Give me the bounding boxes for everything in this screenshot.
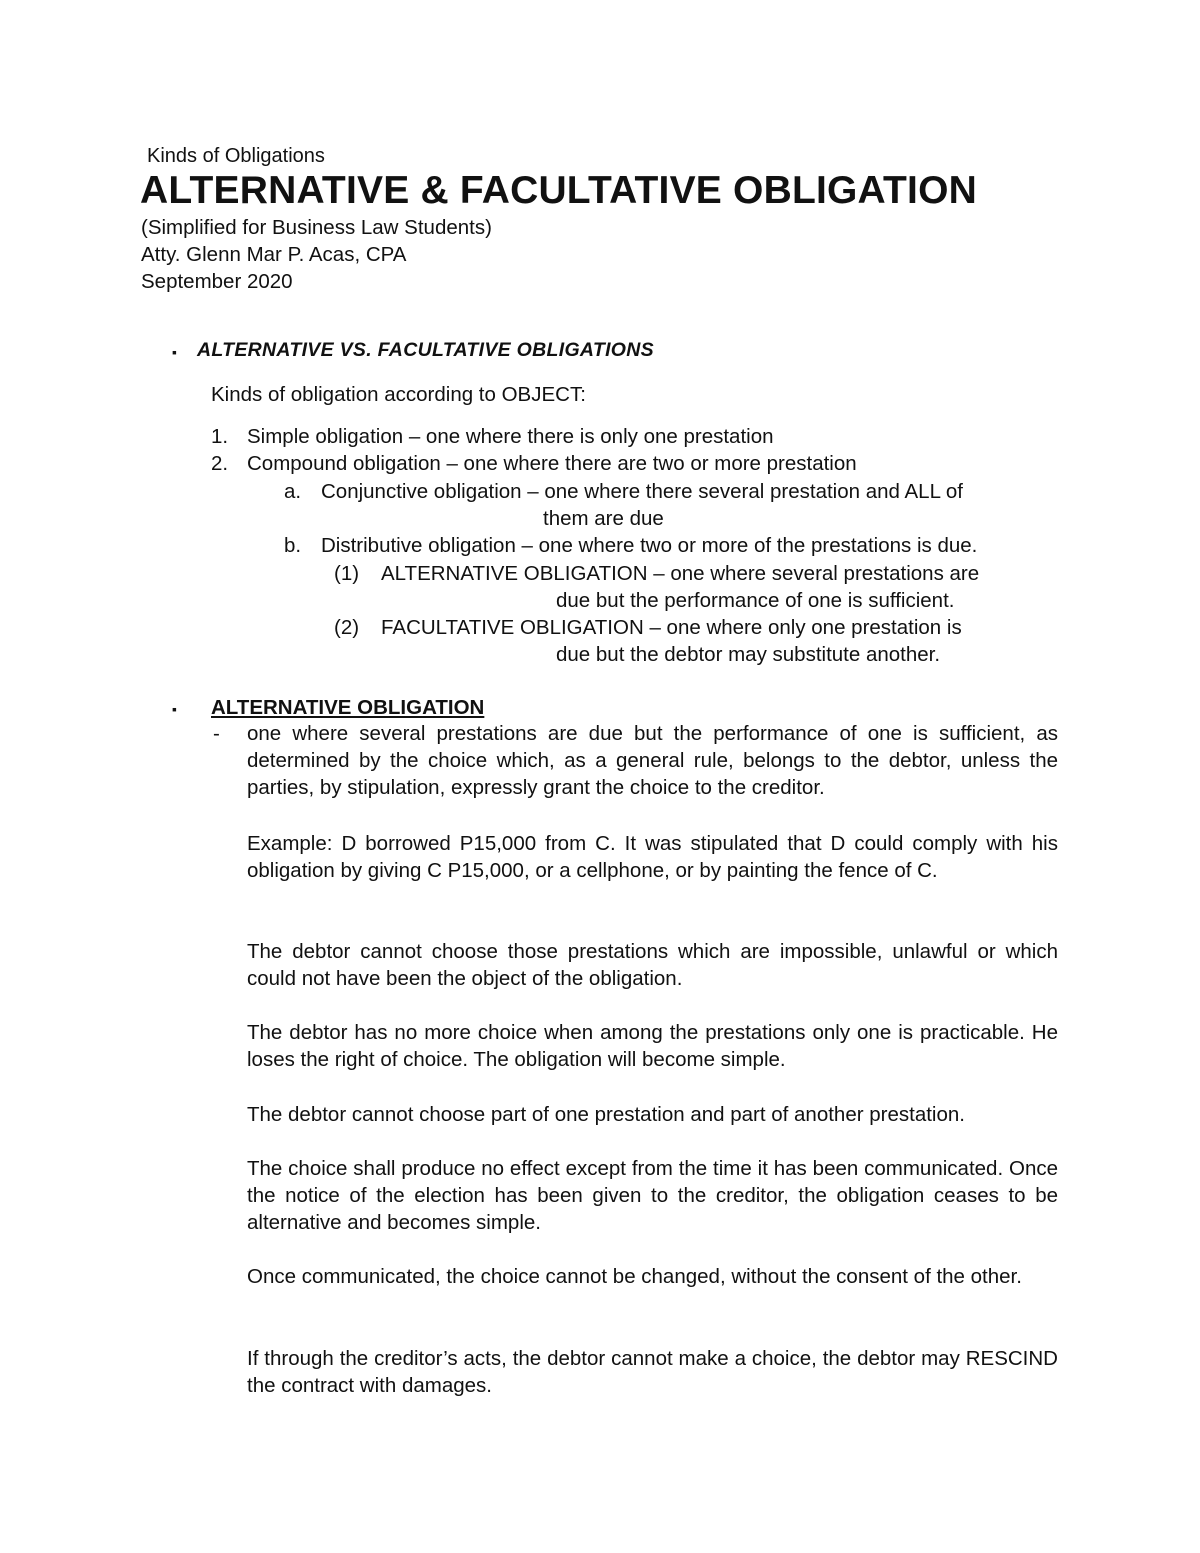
list-item-a-label: a. [284, 480, 302, 503]
list-item-1 [211, 423, 774, 450]
list-item-a-continuation: them are due [543, 507, 664, 530]
sub-item-2-label: (2) [334, 616, 360, 639]
sub-item-1-text: ALTERNATIVE OBLIGATION – one where several prestations are [381, 562, 980, 585]
section1-heading: ALTERNATIVE VS. FACULTATIVE OBLIGATIONS [197, 339, 654, 361]
list-item-b-text: Distributive obligation – one where two or more of the prestations is due. [321, 534, 978, 557]
sub-item-2-text: FACULTATIVE OBLIGATION – one where only one prestation is [381, 616, 962, 639]
list-item-2-number: 2. [211, 452, 229, 475]
sub-item-2-continuation: due but the debtor may substitute another. [556, 643, 941, 666]
impossible-prestations-paragraph: The debtor cannot choose those prestations which are impossible, unlawful or which could not have been the object of the obligation. [247, 940, 1058, 990]
irrevocable-choice-paragraph: Once communicated, the choice cannot be changed, without the consent of the other. [247, 1265, 1022, 1288]
section1-intro: Kinds of obligation according to OBJECT: [211, 383, 586, 406]
list-item-a-text: Conjunctive obligation – one where there several prestation and ALL of [321, 480, 963, 503]
doc-kicker: Kinds of Obligations [147, 145, 325, 167]
sub-item-1-continuation: due but the performance of one is sufficient. [556, 589, 955, 612]
communication-paragraph: The choice shall produce no effect except from the time it has been communicated. Once the notice of the election has been given to the creditor, the obligation ceases to be alternative and becomes simple. [247, 1157, 1058, 1234]
doc-date: September 2020 [141, 270, 293, 293]
list-item-2-text: Compound obligation – one where there are two or more prestation [247, 452, 857, 475]
section2-bullet: ▪ [172, 701, 177, 717]
doc-author: Atty. Glenn Mar P. Acas, CPA [141, 243, 407, 266]
doc-title: ALTERNATIVE & FACULTATIVE OBLIGATION [140, 169, 977, 212]
list-item-1-text: Simple obligation – one where there is only one prestation [247, 425, 774, 448]
doc-subtitle: (Simplified for Business Law Students) [141, 216, 492, 239]
partial-prestation-paragraph: The debtor cannot choose part of one prestation and part of another prestation. [247, 1103, 965, 1126]
section1-bullet: ▪ [172, 344, 177, 360]
list-item-1-number: 1. [211, 425, 229, 448]
loss-of-choice-paragraph: The debtor has no more choice when among the prestations only one is practicable. He loses the right of choice. The obligation will become simple. [247, 1021, 1058, 1071]
rescission-paragraph: If through the creditor’s acts, the debtor cannot make a choice, the debtor may RESCIND the contract with damages. [247, 1347, 1058, 1397]
definition-paragraph: one where several prestations are due but the performance of one is sufficient, as determined by the choice which, as a general rule, belongs to the debtor, unless the parties, by stipulation, expressly grant the choice to the creditor. [247, 722, 1058, 799]
sub-item-1-label: (1) [334, 562, 360, 585]
definition-dash: - [213, 722, 220, 745]
example-paragraph: Example: D borrowed P15,000 from C. It was stipulated that D could comply with his obligation by giving C P15,000, or a cellphone, or by painting the fence of C. [247, 832, 1058, 882]
list-item-2 [211, 450, 857, 477]
list-item-b-label: b. [284, 534, 302, 557]
section2-heading: ALTERNATIVE OBLIGATION [211, 696, 485, 719]
